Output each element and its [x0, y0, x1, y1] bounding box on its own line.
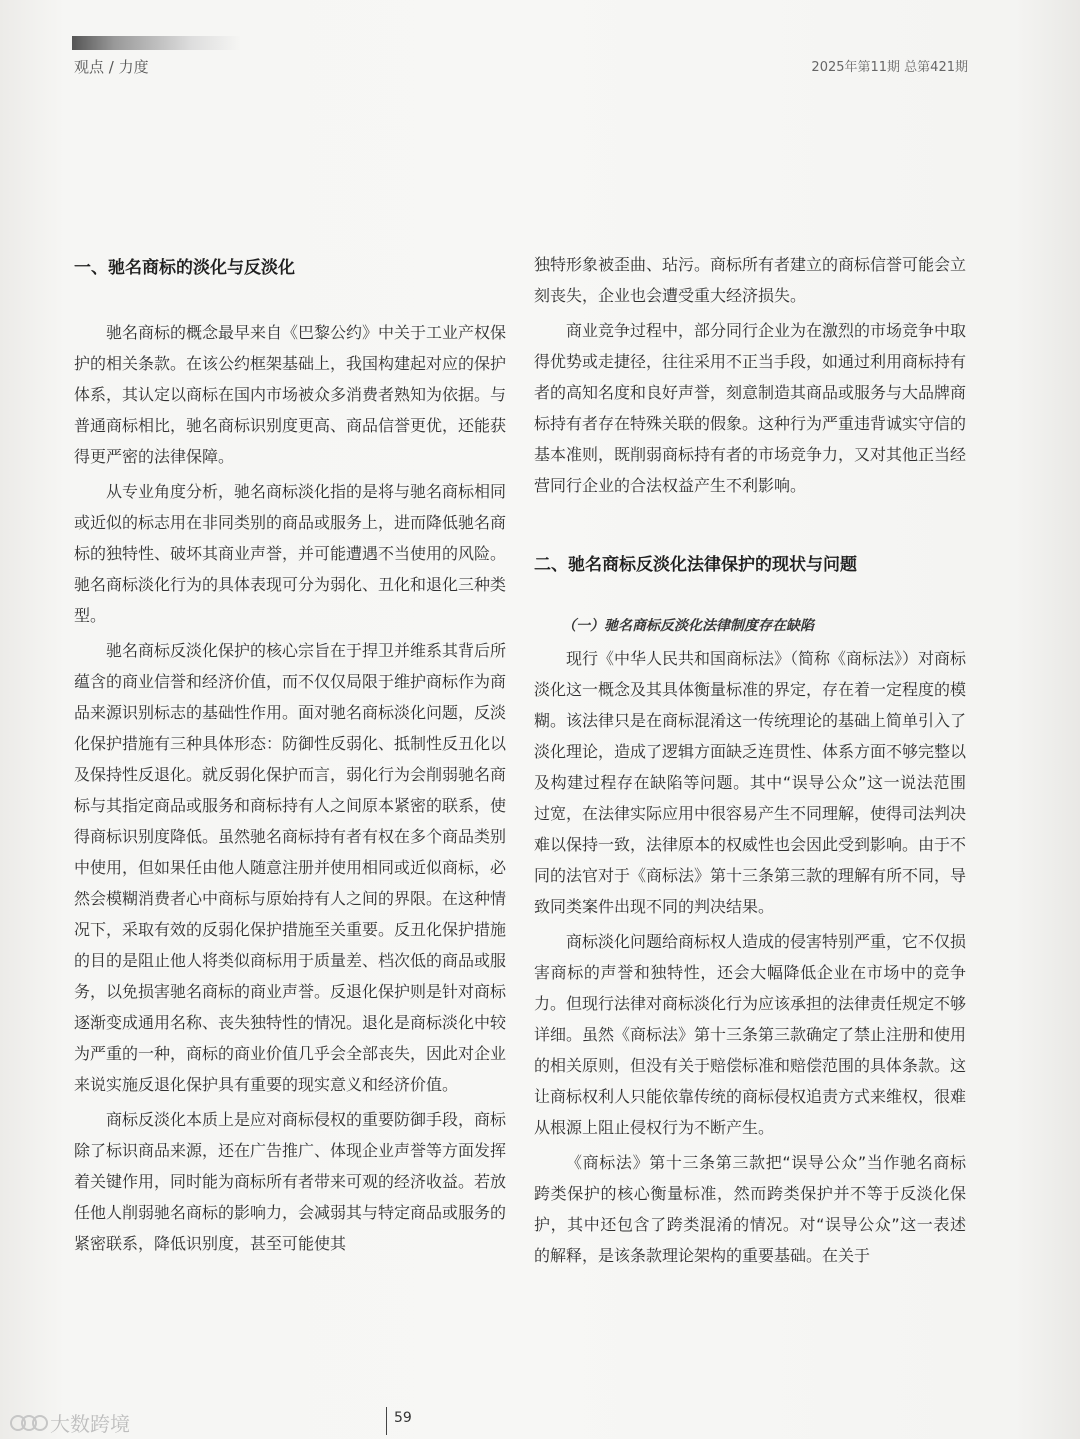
right-paragraph-5: 《商标法》第十三条第三款把“误导公众”当作驰名商标跨类保护的核心衡量标准，然而跨类保护并不等于反淡化保护，其中还包含了跨类混淆的情况。对“误导公众”这一表述的解释，是该条款理论架构的重要基础。在关于 [534, 1153, 966, 1265]
left-paragraph-4: 商标反淡化本质上是应对商标侵权的重要防御手段，商标除了标识商品来源，还在广告推广、体现企业声誉等方面发挥着关键作用，同时能为商标所有者带来可观的经济收益。若放任他人削弱驰名商标的影响力，会减弱其与特定商品或服务的紧密联系，降低识别度，甚至可能使其 [74, 1110, 507, 1253]
left-paragraph-3: 驰名商标反淡化保护的核心宗旨在于捍卫并维系其背后所蕴含的商业信誉和经济价值，而不仅仅局限于维护商标作为商品来源识别标志的基础性作用。面对驰名商标淡化问题，反淡化保护措施有三种具体形态：防御性反弱化、抵制性反丑化以及保持性反退化。就反弱化保护而言，弱化行为会削弱驰名商标与其指定商品或服务和商标持有人之间原本紧密的联系，使得商标识别度降低。虽然驰名商标持有者有权在多个商品类别中使用，但如果任由他人随意注册并使用相同或近似商标，必然会模糊消费者心中商标与原始持有人之间的界限。在这种情况下，采取有效的反弱化保护措施至关重要。反丑化保护措施的目的是阻止他人将类似商标用于质量差、档次低的商品或服务，以免损害驰名商标的商业声誉。反退化保护则是针对商标逐渐变成通用名称、丧失独特性的情况。退化是商标淡化中较为严重的一种，商标的商业价值几乎会全部丧失，因此对企业来说实施反退化保护具有重要的现实意义和经济价值。 [74, 641, 507, 1094]
right-paragraph-3: 现行《中华人民共和国商标法》（简称《商标法》）对商标淡化这一概念及其具体衡量标准的界定，存在着一定程度的模糊。该法律只是在商标混淆这一传统理论的基础上简单引入了淡化理论，造成了逻辑方面缺乏连贯性、体系方面不够完整以及构建过程存在缺陷等问题。其中“误导公众”这一说法范围过宽，在法律实际应用中很容易产生不同理解，使得司法判决难以保持一致，法律原本的权威性也会因此受到影响。由于不同的法官对于《商标法》第十三条第三款的理解有所不同，导致同类案件出现不同的判决结果。 [534, 649, 967, 916]
watermark-text: 大数跨境 [50, 1412, 130, 1436]
watermark-logo-icon [10, 1413, 46, 1433]
left-paragraph-1: 驰名商标的概念最早来自《巴黎公约》中关于工业产权保护的相关条款。在该公约框架基础上，我国构建起对应的保护体系，其认定以商标在国内市场被众多消费者熟知为依据。与普通商标相比，驰名商标识别度更高、商品信誉更优，还能获得更严密的法律保障。 [74, 323, 507, 466]
section-label: 观点 / 力度 [74, 58, 149, 76]
header-decor-bar [72, 36, 242, 50]
left-paragraph-2: 从专业角度分析，驰名商标淡化指的是将与驰名商标相同或近似的标志用在非同类别的商品或服务上，进而降低驰名商标的独特性、破坏其商业声誉，并可能遭遇不当使用的风险。驰名商标淡化行为的具体表现可分为弱化、丑化和退化三种类型。 [74, 482, 507, 625]
subsection-heading-1: （一）驰名商标反淡化法律制度存在缺陷 [562, 618, 814, 634]
right-column [534, 249, 966, 1271]
watermark [10, 1408, 130, 1437]
left-column [74, 256, 506, 1259]
section-heading-2: 二、驰名商标反淡化法律保护的现状与问题 [534, 555, 857, 575]
section-heading-1: 一、驰名商标的淡化与反淡化 [74, 258, 295, 278]
page-number: 59 [394, 1410, 412, 1426]
issue-label: 2025年第11期 总第421期 [811, 60, 968, 75]
footer-divider [386, 1407, 387, 1435]
right-paragraph-4: 商标淡化问题给商标权人造成的侵害特别严重，它不仅损害商标的声誉和独特性，还会大幅降低企业在市场中的竞争力。但现行法律对商标淡化行为应该承担的法律责任规定不够详细。虽然《商标法》第十三条第三款确定了禁止注册和使用的相关原则，但没有关于赔偿标准和赔偿范围的具体条款。这让商标权利人只能依靠传统的商标侵权追责方式来维权，很难从根源上阻止侵权行为不断产生。 [534, 932, 967, 1137]
right-paragraph-1: 独特形象被歪曲、玷污。商标所有者建立的商标信誉可能会立刻丧失，企业也会遭受重大经济损失。 [534, 255, 967, 305]
right-paragraph-2: 商业竞争过程中，部分同行企业为在激烈的市场竞争中取得优势或走捷径，往往采用不正当手段，如通过利用商标持有者的高知名度和良好声誉，刻意制造其商品或服务与大品牌商标持有者存在特殊关联的假象。这种行为严重违背诚实守信的基本准则，既削弱商标持有者的市场竞争力，又对其他正当经营同行企业的合法权益产生不利影响。 [534, 321, 967, 495]
